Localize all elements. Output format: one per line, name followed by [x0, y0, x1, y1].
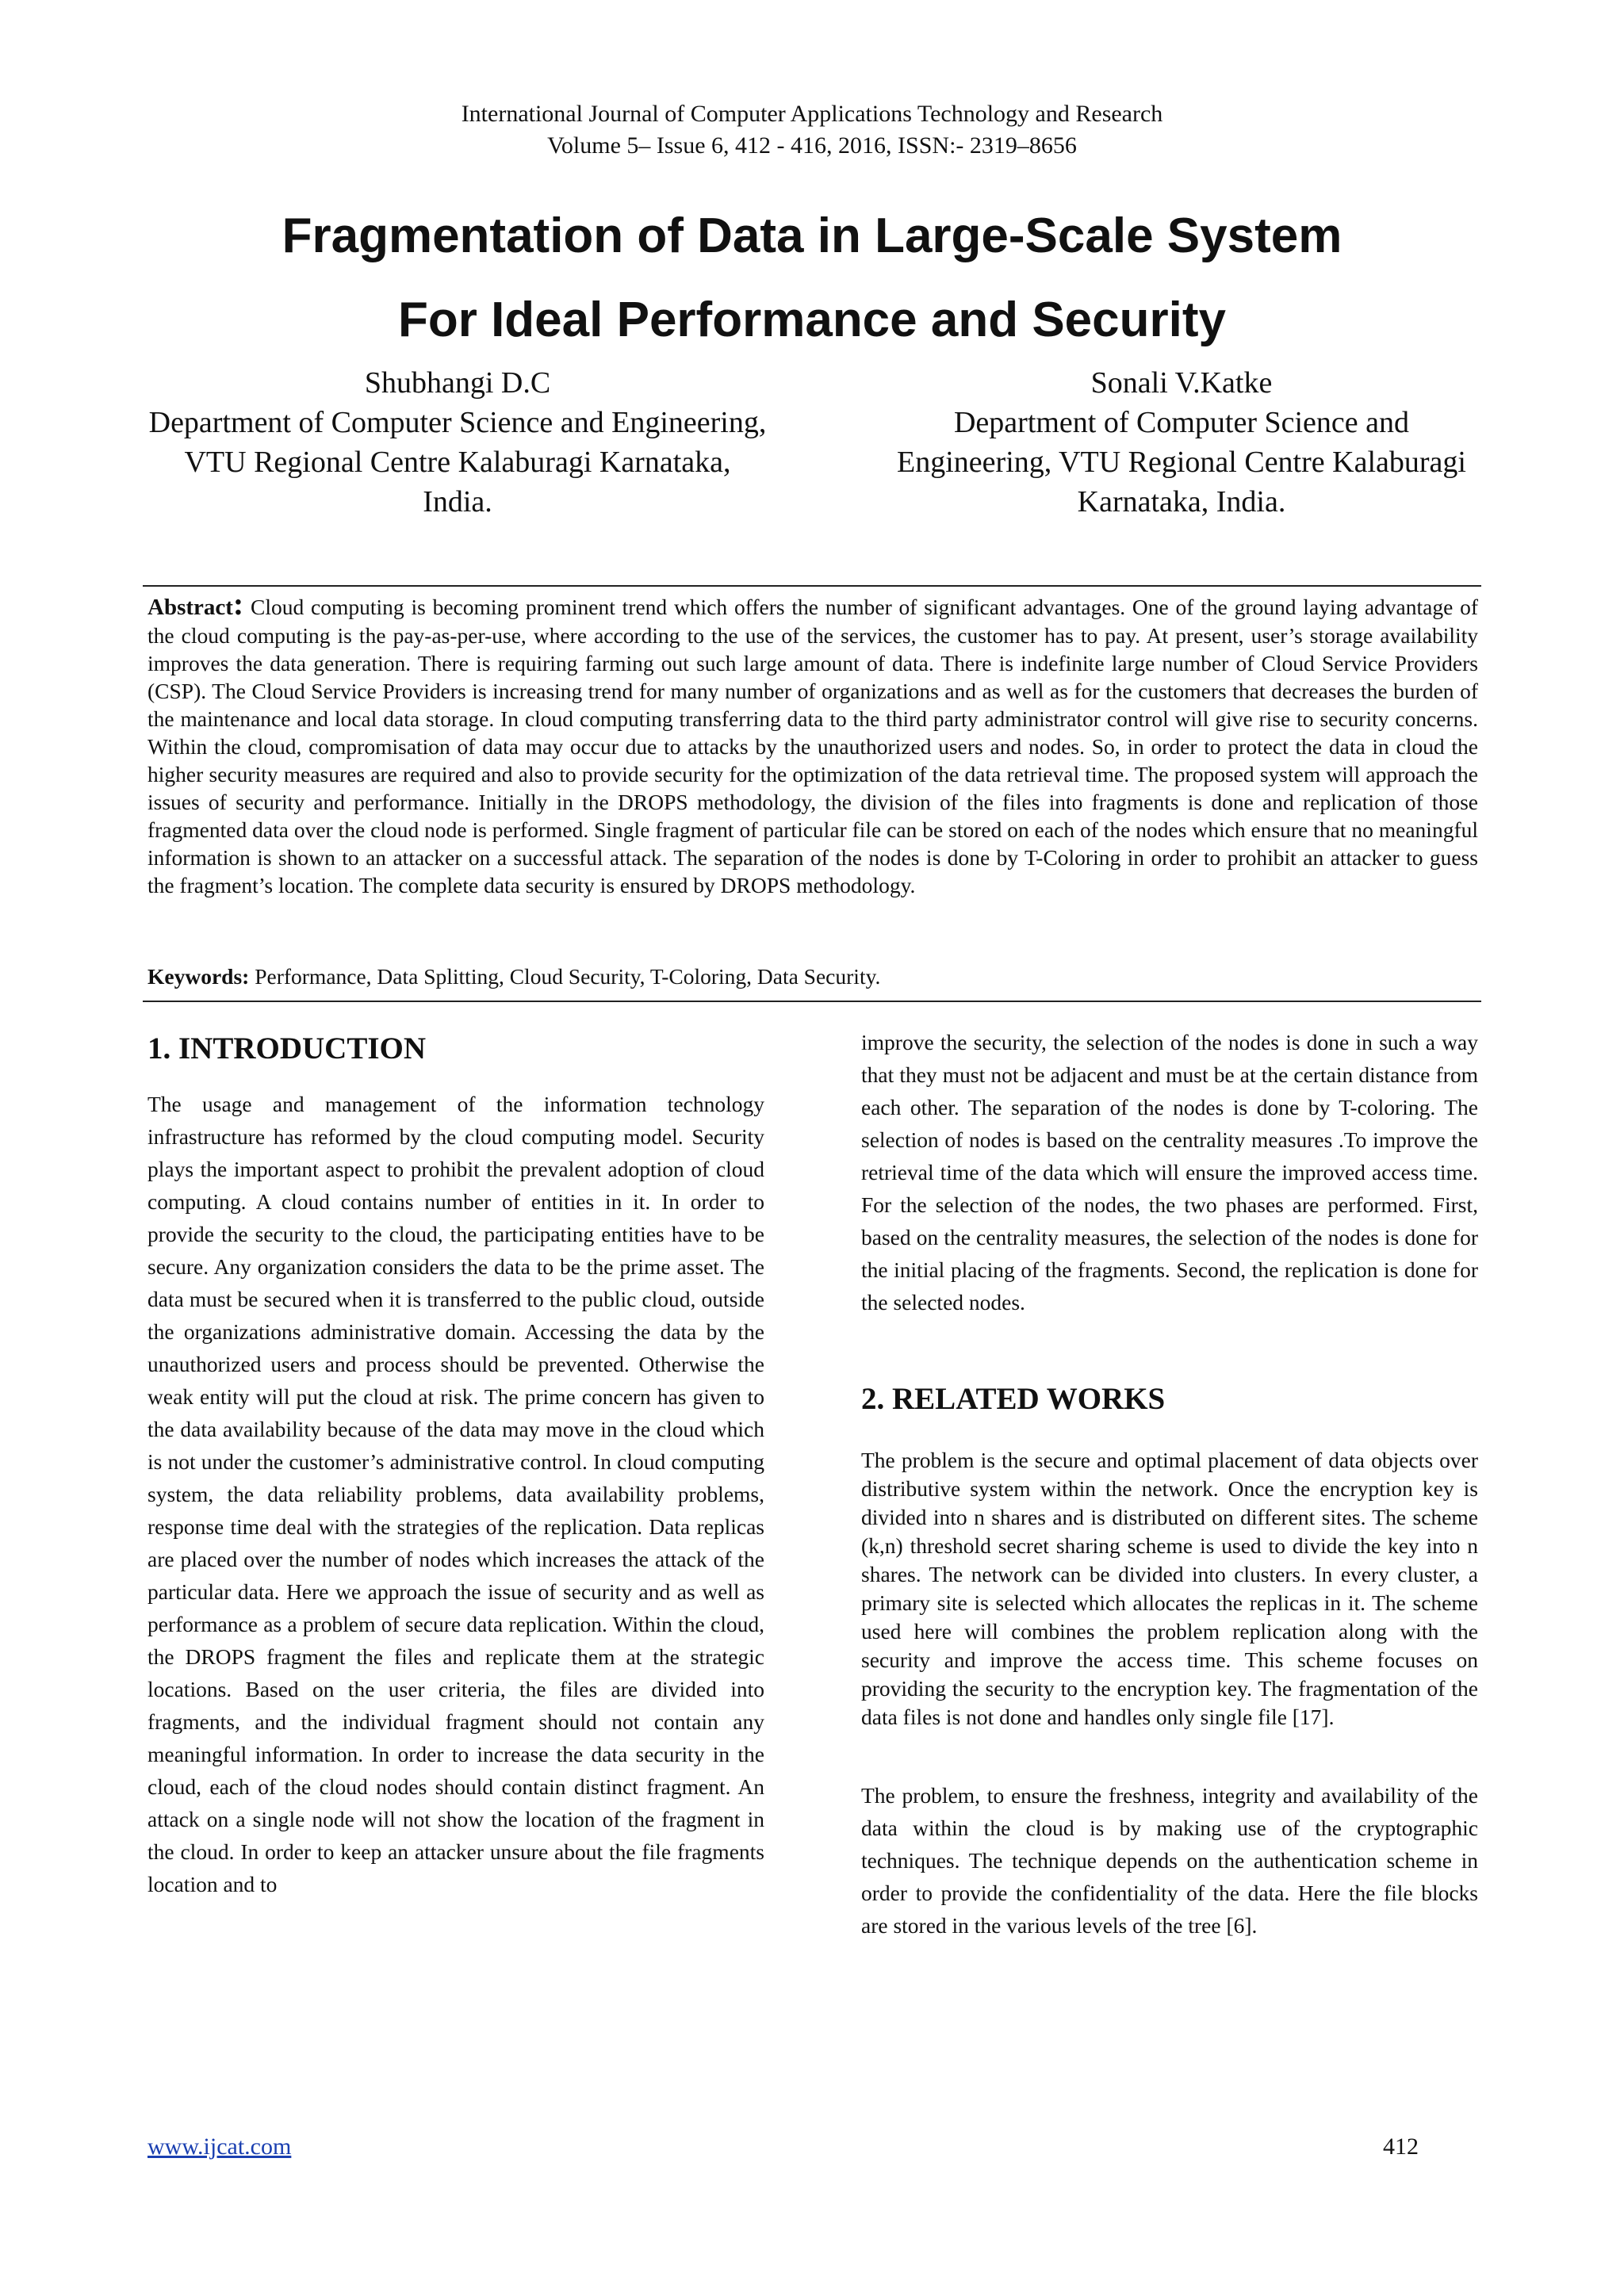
author-block-1 [136, 363, 779, 522]
author-affiliation-line: Department of Computer Science and Engineering, [148, 406, 767, 439]
divider-bottom [143, 1001, 1481, 1002]
author-affiliation-line: Karnataka, India. [1077, 485, 1286, 519]
abstract-text: Cloud computing is becoming prominent trend which offers the number of significant advantages. One of the ground laying advantage of the cloud computing is the pay-as-per-use, where according to the use of the services, the customer has to pay. At present, user’s storage availability improves the data generation. There is requiring farming out such large amount of data. There is indefinite large number of Cloud Service Providers (CSP). The Cloud Service Providers is increasing trend for many number of organizations and as well as for the customers that decreases the burden of the maintenance and local data storage. In cloud computing transferring data to the third party administrator control will give rise to security concerns. Within the cloud, compromisation of data may occur due to attacks by the unauthorized users and nodes. So, in order to protect the data in cloud the higher security measures are required and also to provide security for the optimization of the data retrieval time. The proposed system will approach the issues of security and performance. Initially in the DROPS methodology, the division of the files into fragments is done and replication of those fragmented data over the cloud node is performed. Single fragment of particular file can be stored on each of the nodes which ensure that no meaningful information is shown to an attacker on a successful attack. The separation of the nodes is done by T-Coloring in order to prohibit an attacker to guess the fragment’s location. The complete data security is ensured by DROPS methodology. [147, 595, 1478, 897]
abstract [147, 586, 1478, 899]
journal-header [0, 98, 1624, 162]
author-name: Shubhangi D.C [364, 366, 551, 400]
keywords-text: Performance, Data Splitting, Cloud Security, T-Coloring, Data Security. [249, 964, 881, 989]
author-affiliation-line: India. [423, 485, 492, 519]
author-affiliation-line: VTU Regional Centre Kalaburagi Karnataka, [184, 446, 731, 479]
keywords-label: Keywords: [147, 964, 250, 989]
author-affiliation-line: Department of Computer Science and [953, 406, 1410, 439]
journal-volume: Volume 5– Issue 6, 412 - 416, 2016, ISSN:- 2319–8656 [547, 132, 1077, 159]
related-works-paragraph-1: The problem is the secure and optimal placement of data objects over distributive system within the network. Once the encryption key is divided into n shares and is distributed on different sites. The scheme (k,n) threshold secret sharing scheme is used to divide the key into n shares. The network can be divided into clusters. In every cluster, a primary site is selected which allocates the replicas in it. The scheme used here will combines the problem replication along with the security and improve the access time. This scheme focuses on providing the security to the encryption key. The fragmentation of the data files is not done and handles only single file [17]. [861, 1448, 1478, 1729]
keywords [147, 962, 1478, 990]
section-heading-related-works: 2. RELATED WORKS [861, 1382, 1166, 1416]
divider-top [143, 585, 1481, 587]
author-affiliation-line: Engineering, VTU Regional Centre Kalaburagi [897, 446, 1466, 479]
abstract-label: Abstract [147, 595, 233, 620]
title-line-2: For Ideal Performance and Security [397, 293, 1226, 347]
page-number: 412 [1383, 2133, 1419, 2160]
abstract-colon: : [232, 586, 244, 622]
author-name: Sonali V.Katke [1090, 366, 1273, 400]
journal-name: International Journal of Computer Applications Technology and Research [461, 101, 1163, 127]
introduction-continued-paragraph: improve the security, the selection of the nodes is done in such a way that they must not be adjacent and must be at the certain distance from each other. The separation of the nodes is done by T-coloring. The selection of nodes is based on the centrality measures .To improve the retrieval time of the data which will ensure the improved access time. For the selection of the nodes, the two phases are performed. First, based on the centrality measures, the selection of the nodes is done for the initial placing of the fragments. Second, the replication is done for the selected nodes. [861, 1030, 1478, 1314]
author-block-2 [872, 363, 1491, 522]
footer-website-link[interactable]: www.ijcat.com [147, 2133, 292, 2160]
introduction-paragraph: The usage and management of the information technology infrastructure has reformed by the cloud computing model. Security plays the important aspect to prohibit the prevalent adoption of cloud computing. A cloud contains number of entities in it. In order to provide the security to the cloud, the participating entities have to be secure. Any organization considers the data to be the prime asset. The data must be secured when it is transferred to the public cloud, outside the organizations administrative domain. Accessing the data by the unauthorized users and process should be prevented. Otherwise the weak entity will put the cloud at risk. The prime concern has given to the data availability because of the data may move in the cloud which is not under the customer’s administrative control. In cloud computing system, the data reliability problems, data availability problems, response time deal with the strategies of the replication. Data replicas are placed over the number of nodes which increases the attack of the particular data. Here we approach the issue of security and as well as performance as a problem of secure data replication. Within the cloud, the DROPS fragment the files and replicate them at the strategic locations. Based on the user criteria, the files are divided into fragments, and the individual fragment should not contain any meaningful information. In order to increase the data security in the cloud, each of the cloud nodes should contain distinct fragment. An attack on a single node will not show the location of the fragment in the cloud. In order to keep an attacker unsure about the file fragments location and to [147, 1092, 764, 1896]
title-line-1: Fragmentation of Data in Large-Scale System [282, 209, 1342, 263]
related-works-paragraph-2: The problem, to ensure the freshness, integrity and availability of the data within the cloud is by making use of the cryptographic techniques. The technique depends on the authentication scheme in order to provide the confidentiality of the data. Here the file blocks are stored in the various levels of the tree [6]. [861, 1783, 1478, 1938]
section-heading-introduction: 1. INTRODUCTION [147, 1031, 427, 1066]
paper-title [0, 194, 1624, 362]
